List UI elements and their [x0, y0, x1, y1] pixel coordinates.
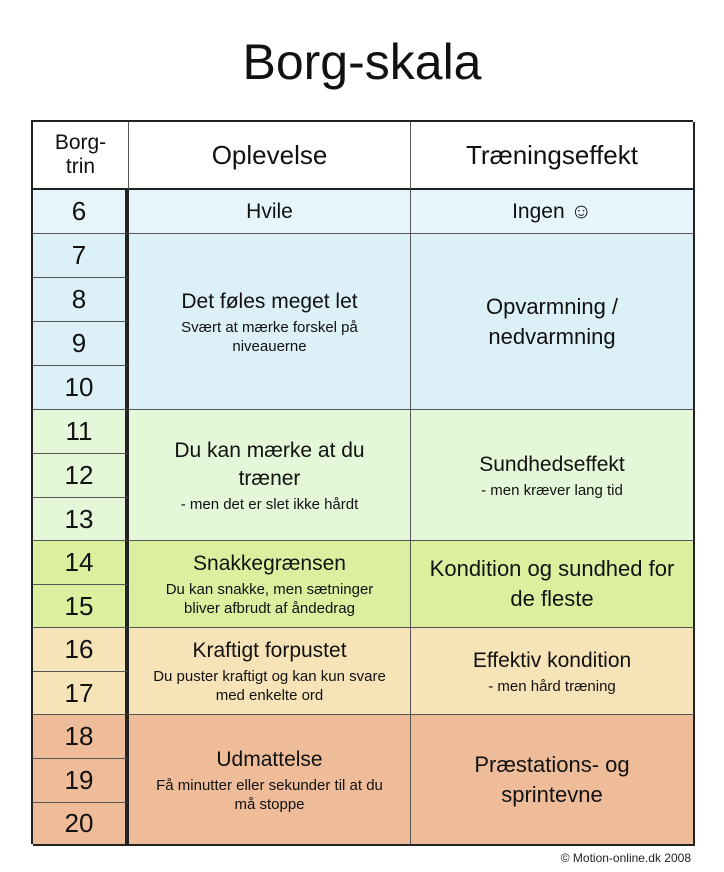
effect-label: Sundhedseffekt	[479, 452, 625, 476]
header-step-line2: trin	[65, 155, 96, 178]
effect-health	[411, 410, 695, 541]
step-cell: 15	[33, 585, 129, 628]
step-cell: 17	[33, 672, 129, 715]
experience-moderate	[129, 410, 411, 541]
step-cell: 6	[33, 190, 129, 234]
borg-table	[31, 120, 693, 844]
effect-label: Ingen ☺	[512, 199, 592, 223]
experience-label: Udmattelse	[216, 747, 323, 771]
step-cell: 20	[33, 803, 129, 846]
header-step-line1: Borg-	[54, 131, 107, 154]
experience-note: Få minutter eller sekunder til at du må stoppe	[156, 776, 383, 813]
step-cell: 16	[33, 628, 129, 672]
effect-effective-fitness	[411, 628, 695, 715]
step-cell: 11	[33, 410, 129, 454]
effect-label: Kondition og sundhed for de fleste	[429, 556, 675, 611]
experience-note: Du kan snakke, men sætninger bliver afbrudt af åndedrag	[165, 581, 374, 617]
page-title: Borg-skala	[242, 34, 482, 90]
step-cell: 7	[33, 234, 129, 278]
effect-note: - men hård træning	[488, 677, 616, 695]
step-cell: 10	[33, 366, 129, 410]
experience-label: Hvile	[246, 199, 293, 223]
copyright-footer: © Motion-online.dk 2008	[560, 851, 691, 865]
experience-label: Kraftigt forpustet	[192, 639, 347, 662]
experience-label: Snakkegrænsen	[193, 552, 346, 575]
effect-fitness	[411, 541, 695, 628]
experience-note: Du puster kraftigt og kan kun svare med enkelte ord	[153, 668, 386, 704]
header-effect: Træningseffekt	[411, 122, 695, 190]
step-cell: 8	[33, 278, 129, 322]
experience-label: Det føles meget let	[181, 289, 358, 313]
effect-note: - men kræver lang tid	[481, 481, 623, 499]
step-cell: 9	[33, 322, 129, 366]
experience-label: Du kan mærke at du træner	[174, 438, 365, 490]
header-experience: Oplevelse	[129, 122, 411, 190]
effect-label: Effektiv kondition	[472, 648, 632, 672]
experience-very-light	[129, 234, 411, 410]
step-cell: 14	[33, 541, 129, 585]
experience-rest	[129, 190, 411, 234]
effect-label: Præstations- og sprintevne	[474, 751, 630, 807]
experience-note: Svært at mærke forskel på niveauerne	[181, 318, 358, 355]
effect-warmup	[411, 234, 695, 410]
step-cell: 18	[33, 715, 129, 759]
experience-exhaustion	[129, 715, 411, 846]
experience-talk-limit	[129, 541, 411, 628]
effect-rest	[411, 190, 695, 234]
effect-performance	[411, 715, 695, 846]
experience-note: - men det er slet ikke hårdt	[180, 495, 359, 513]
step-cell: 13	[33, 498, 129, 541]
step-cell: 19	[33, 759, 129, 803]
effect-label: Opvarmning / nedvarmning	[485, 293, 619, 349]
experience-breathless	[129, 628, 411, 715]
header-borg-step	[33, 122, 129, 190]
step-cell: 12	[33, 454, 129, 498]
